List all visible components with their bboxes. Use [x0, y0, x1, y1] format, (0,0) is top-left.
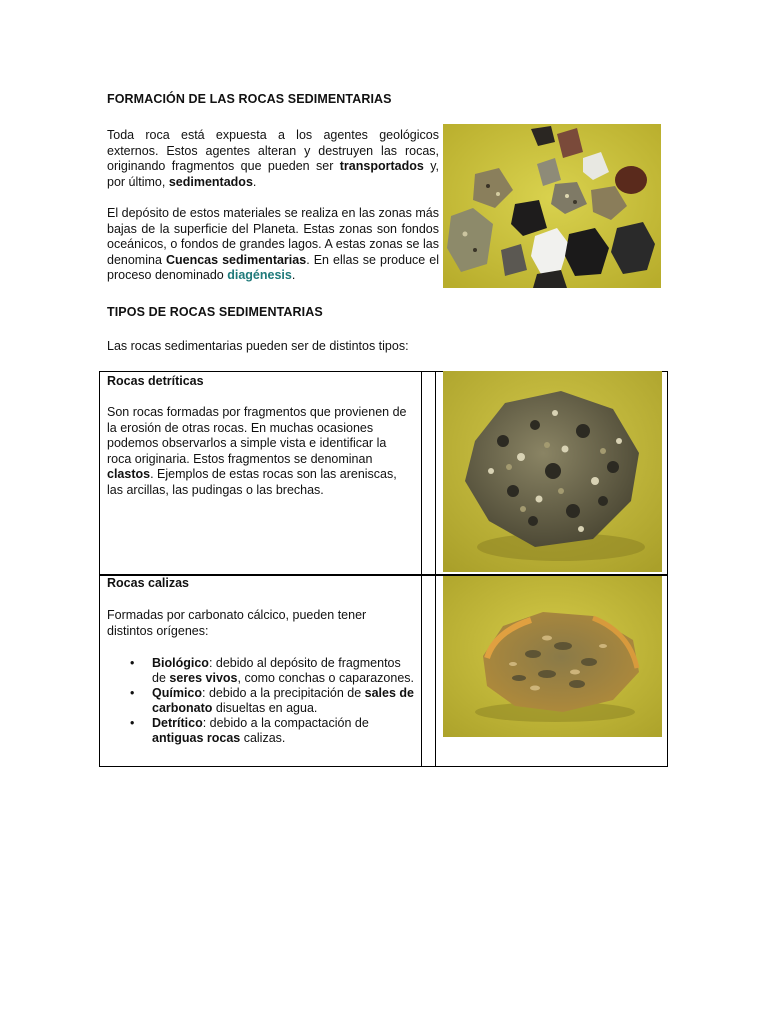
- rocks-collection-photo: [443, 124, 661, 288]
- conglomerate-rock-photo: [443, 371, 662, 572]
- detriticas-text: Son rocas formadas por fragmentos que provienen de la erosión de otras rocas. En muchas ocasiones podemos observarlos a simple vista e identificar la roca originaria. Estos fragmentos se denominan clastos. Ejemplos de estas rocas son las areniscas, las arcillas, las pudingas o las brechas.: [107, 405, 407, 497]
- list-item: • Químico: debido a la precipitación de sales de carbonato disueltas en agua.: [130, 686, 414, 715]
- page-title: FORMACIÓN DE LAS ROCAS SEDIMENTARIAS: [107, 92, 392, 106]
- section-lead: Las rocas sedimentarias pueden ser de distintos tipos:: [107, 339, 409, 353]
- intro-paragraph-2: El depósito de estos materiales se realiza en las zonas más bajas de la superficie del Planeta. Estas zonas son fondos oceánicos, o fondos de grandes lagos. A estas zonas se las denomina Cuencas sedimentarias. En ellas se produce el proceso denominado diagénesis.: [107, 206, 439, 282]
- limestone-rock-photo: [443, 576, 662, 737]
- calizas-lead: Formadas por carbonato cálcico, pueden tener distintos orígenes:: [107, 608, 367, 638]
- section-title-types: TIPOS DE ROCAS SEDIMENTARIAS: [107, 305, 323, 319]
- detriticas-title: Rocas detríticas: [107, 374, 204, 388]
- intro-paragraph-1: Toda roca está expuesta a los agentes geológicos externos. Estos agentes alteran y destruyen las rocas, originando fragmentos que pueden ser transportados y, por último, sedimentados.: [107, 128, 439, 189]
- list-item: • Detrítico: debido a la compactación de antiguas rocas calizas.: [130, 716, 369, 745]
- list-item: • Biológico: debido al depósito de fragmentos de seres vivos, como conchas o caparazones.: [130, 656, 414, 685]
- calizas-title: Rocas calizas: [107, 576, 189, 590]
- calizas-origins-list: [107, 656, 417, 746]
